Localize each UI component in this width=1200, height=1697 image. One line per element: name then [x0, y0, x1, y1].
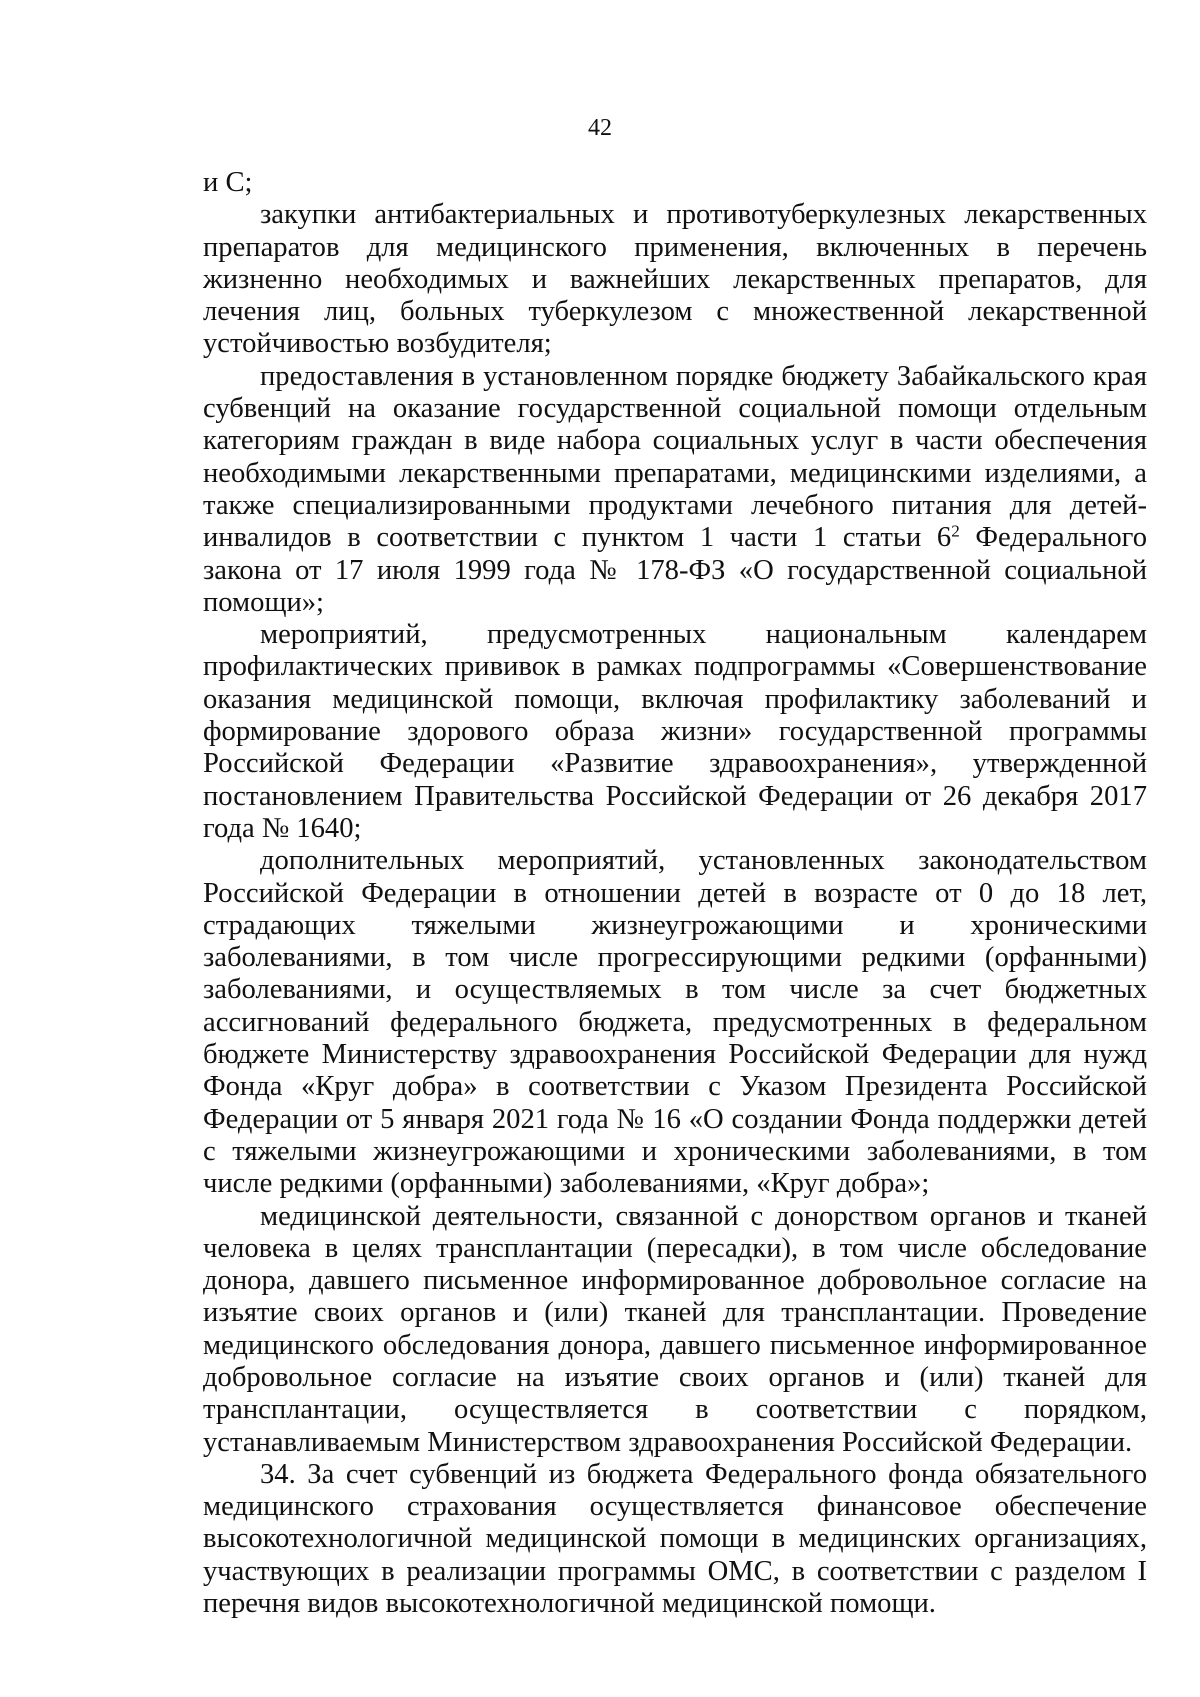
paragraph-34-high-tech-care: 34. За счет субвенций из бюджета Федерального фонда обязательного медицинского страхования осуществляется финансовое обеспечение высокотехнологичной медицинской помощи в медицинских организациях, участвующих в реализации программы ОМС, в соответствии с разделом I перечня видов высокотехнологичной медицинской помощи.	[203, 1458, 1147, 1620]
paragraph-krug-dobra: дополнительных мероприятий, установленных законодательством Российской Федерации в отношении детей в возрасте от 0 до 18 лет, страдающих тяжелыми жизнеугрожающими и хроническими заболеваниями, в том числе прогрессирующими редкими (орфанными) заболеваниями, и осуществляемых в том числе за счет бюджетных ассигнований федерального бюджета, предусмотренных в федеральном бюджете Министерству здравоохранения Российской Федерации для нужд Фонда «Круг добра» в соответствии с Указом Президента Российской Федерации от 5 января 2021 года № 16 «О создании Фонда поддержки детей с тяжелыми жизнеугрожающими и хроническими заболеваниями, в том числе редкими (орфанными) заболеваниями, «Круг добра»;	[203, 845, 1147, 1200]
paragraph-subventions-zabaikalsky	[203, 361, 1147, 619]
paragraph-vaccination-calendar: мероприятий, предусмотренных национальным календарем профилактических прививок в рамках подпрограммы «Совершенствование оказания медицинской помощи, включая профилактику заболеваний и формирование здорового образа жизни» государственной программы Российской Федерации «Развитие здравоохранения», утвержденной постановлением Правительства Российской Федерации от 26 декабря 2017 года № 1640;	[203, 619, 1147, 844]
article-superscript: 2	[951, 521, 960, 541]
document-body	[203, 167, 1147, 1620]
paragraph-organ-donation: медицинской деятельности, связанной с донорством органов и тканей человека в целях трансплантации (пересадки), в том числе обследование донора, давшего письменное информированное добровольное согласие на изъятие своих органов и (или) тканей для трансплантации. Проведение медицинского обследования донора, давшего письменное информированное добровольное согласие на изъятие своих органов и (или) тканей для трансплантации, осуществляется в соответствии с порядком, устанавливаемым Министерством здравоохранения Российской Федерации.	[203, 1200, 1147, 1458]
paragraph-antibacterial-drugs: закупки антибактериальных и противотуберкулезных лекарственных препаратов для медицинского применения, включенных в перечень жизненно необходимых и важнейших лекарственных препаратов, для лечения лиц, больных туберкулезом с множественной лекарственной устойчивостью возбудителя;	[203, 199, 1147, 360]
paragraph-text-part: предоставления в установленном порядке бюджету Забайкальского края субвенций на оказание государственной социальной помощи отдельным категориям граждан в виде набора социальных услуг в части обеспечения необходимыми лекарственными препаратами, медицинскими изделиями, а также специализированными продуктами лечебного питания для детей-инвалидов в соответствии с пунктом 1 части 1 статьи 6	[203, 360, 1147, 554]
paragraph-text-part: Федерального закона от 17 июля 1999 года № 178-ФЗ «О государственной социальной помощи»;	[203, 522, 1147, 618]
page-number: 42	[588, 115, 612, 141]
paragraph-continuation: и С;	[203, 167, 253, 198]
